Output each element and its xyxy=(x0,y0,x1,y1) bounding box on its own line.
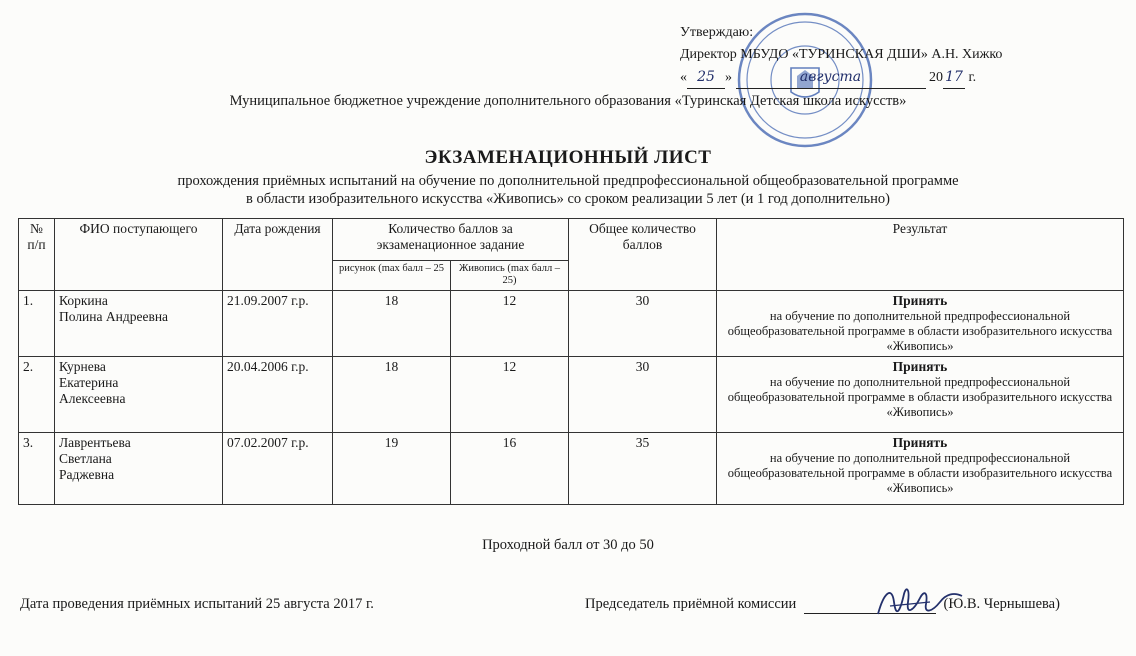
result-text: на обучение по дополнительной предпрофессиональной общеобразовательной программе в области изобразительного искусства «Живопись» xyxy=(727,375,1113,419)
table-header-row xyxy=(19,219,1124,261)
name-line: Светлана xyxy=(59,451,112,466)
header-num: № п/п xyxy=(19,219,55,291)
approval-month: августа xyxy=(736,66,926,89)
row-num: 3. xyxy=(19,433,55,505)
row-total: 30 xyxy=(569,291,717,357)
chair-name: (Ю.В. Чернышева) xyxy=(943,596,1060,612)
header-sub-painting: Живопись (max балл – 25) xyxy=(451,261,569,291)
approval-year-prefix: 20 xyxy=(929,70,943,85)
row-score-painting: 12 xyxy=(451,357,569,433)
name-line: Коркина xyxy=(59,293,108,308)
row-num: 2. xyxy=(19,357,55,433)
row-score-drawing: 19 xyxy=(333,433,451,505)
approval-line1: Утверждаю: xyxy=(680,25,754,40)
organization-name: Муниципальное бюджетное учреждение дополнительного образования «Туринская Детская школа искусств» xyxy=(229,93,907,109)
chair-label: Председатель приёмной комиссии xyxy=(585,596,797,612)
name-line: Курнева xyxy=(59,359,106,374)
row-name xyxy=(55,291,223,357)
row-result xyxy=(717,357,1124,433)
name-line: Лаврентьева xyxy=(59,435,131,450)
row-name xyxy=(55,433,223,505)
row-score-painting: 16 xyxy=(451,433,569,505)
name-line: Екатерина xyxy=(59,375,119,390)
approval-block xyxy=(680,22,1100,89)
name-line: Раджевна xyxy=(59,467,115,482)
row-dob: 07.02.2007 г.р. xyxy=(223,433,333,505)
passing-score: Проходной балл от 30 до 50 xyxy=(482,537,654,553)
row-total: 30 xyxy=(569,357,717,433)
row-name xyxy=(55,357,223,433)
row-score-drawing: 18 xyxy=(333,357,451,433)
exam-date: Дата проведения приёмных испытаний 25 августа 2017 г. xyxy=(20,596,374,612)
row-total: 35 xyxy=(569,433,717,505)
subtitle-line1: прохождения приёмных испытаний на обучение по дополнительной предпрофессиональной общеобразовательной программе xyxy=(177,173,959,189)
row-score-drawing: 18 xyxy=(333,291,451,357)
table-row xyxy=(19,291,1124,357)
header-sub-drawing: рисунок (max балл – 25 xyxy=(333,261,451,291)
result-title: Принять xyxy=(892,359,948,374)
approval-line2: Директор МБУДО «ТУРИНСКАЯ ДШИ» А.Н. Хижко xyxy=(680,47,1003,62)
row-result xyxy=(717,433,1124,505)
header-dob: Дата рождения xyxy=(223,219,333,291)
row-num: 1. xyxy=(19,291,55,357)
subtitle-line2: в области изобразительного искусства «Живопись» со сроком реализации 5 лет (и 1 год дополнительно) xyxy=(245,191,890,207)
result-text: на обучение по дополнительной предпрофессиональной общеобразовательной программе в области изобразительного искусства «Живопись» xyxy=(727,451,1113,495)
row-dob: 20.04.2006 г.р. xyxy=(223,357,333,433)
header-scores: Количество баллов за экзаменационное задание xyxy=(333,219,569,261)
chair-signature-line xyxy=(585,596,1060,614)
row-score-painting: 12 xyxy=(451,291,569,357)
approval-date: « 25 » августа 20 17 г. xyxy=(680,66,1100,89)
header-result: Результат xyxy=(717,219,1124,291)
table-row xyxy=(19,357,1124,433)
row-dob: 21.09.2007 г.р. xyxy=(223,291,333,357)
row-result xyxy=(717,291,1124,357)
name-line: Полина Андреевна xyxy=(59,309,169,324)
exam-table xyxy=(18,218,1124,505)
approval-day: 25 xyxy=(687,66,725,89)
name-line: Алексеевна xyxy=(59,391,126,406)
result-text: на обучение по дополнительной предпрофессиональной общеобразовательной программе в области изобразительного искусства «Живопись» xyxy=(727,309,1113,353)
result-title: Принять xyxy=(892,293,948,308)
result-title: Принять xyxy=(892,435,948,450)
header-total: Общее количество баллов xyxy=(569,219,717,291)
approval-year-suffix: 17 xyxy=(943,66,965,89)
approval-year-end: г. xyxy=(968,70,977,85)
table-row xyxy=(19,433,1124,505)
header-name: ФИО поступающего xyxy=(55,219,223,291)
document-title: ЭКЗАМЕНАЦИОННЫЙ ЛИСТ xyxy=(424,147,712,168)
signature-icon xyxy=(870,572,970,632)
